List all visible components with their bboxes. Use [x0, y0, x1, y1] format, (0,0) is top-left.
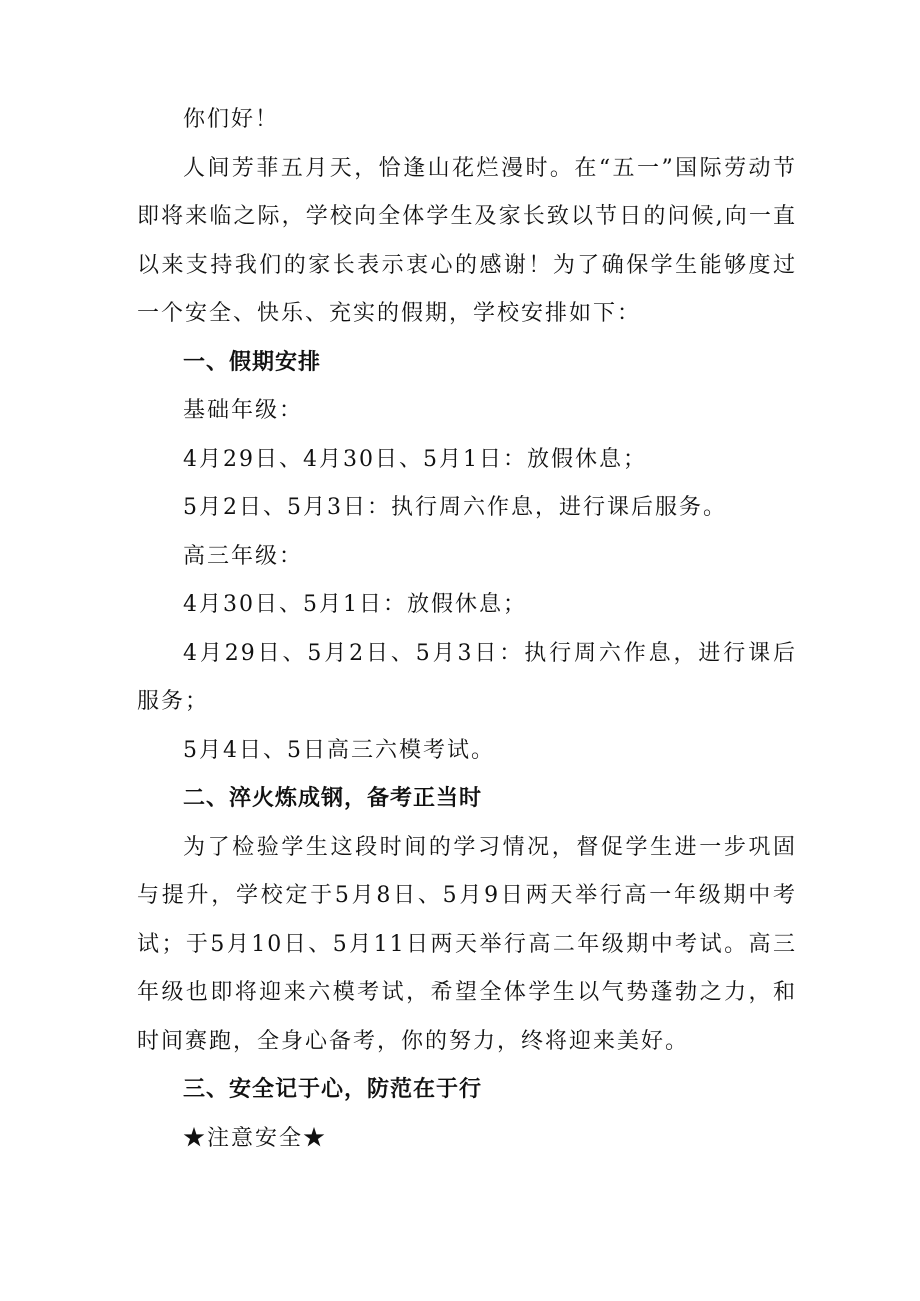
basic-grade-line-2: 5月2日、5月3日：执行周六作息，进行课后服务。 — [183, 495, 727, 520]
senior-grade-label: 高三年级： — [183, 543, 304, 569]
intro-paragraph: 人间芳菲五月天，恰逢山花烂漫时。在“五一”国际劳动节即将来临之际，学校向全体学生及家长致以节日的问候,向一直以来支持我们的家长表示衷心的感谢！为了确保学生能够度过一个安全、快乐、充实的假期，学校安排如下： — [137, 155, 797, 326]
section-1-heading: 一、假期安排 — [183, 349, 322, 375]
basic-grade-label: 基础年级： — [183, 398, 304, 423]
senior-grade-line-1: 4月30日、5月1日：放假休息； — [183, 592, 527, 617]
greeting: 你们好！ — [183, 107, 280, 132]
section-3-subheading: ★注意安全★ — [183, 1125, 328, 1151]
senior-grade-line-3: 5月4日、5日高三六模考试。 — [183, 737, 495, 763]
basic-grade-line-1: 4月29日、4月30日、5月1日：放假休息； — [183, 446, 647, 472]
document-page — [137, 96, 797, 1163]
section-3-heading: 三、安全记于心，防范在于行 — [183, 1077, 483, 1102]
section-2-heading: 二、淬火炼成钢，备考正当时 — [183, 786, 483, 811]
section-2-body: 为了检验学生这段时间的学习情况，督促学生进一步巩固与提升，学校定于5月8日、5月9日两天举行高一年级期中考试；于5月10日、5月11日两天举行高二年级期中考试。高三年级也即将迎来六模考试，希望全体学生以气势蓬勃之力，和时间赛跑，全身心备考，你的努力，终将迎来美好。 — [137, 834, 797, 1054]
senior-grade-line-2: 4月29日、5月2日、5月3日：执行周六作息，进行课后服务； — [137, 640, 797, 714]
